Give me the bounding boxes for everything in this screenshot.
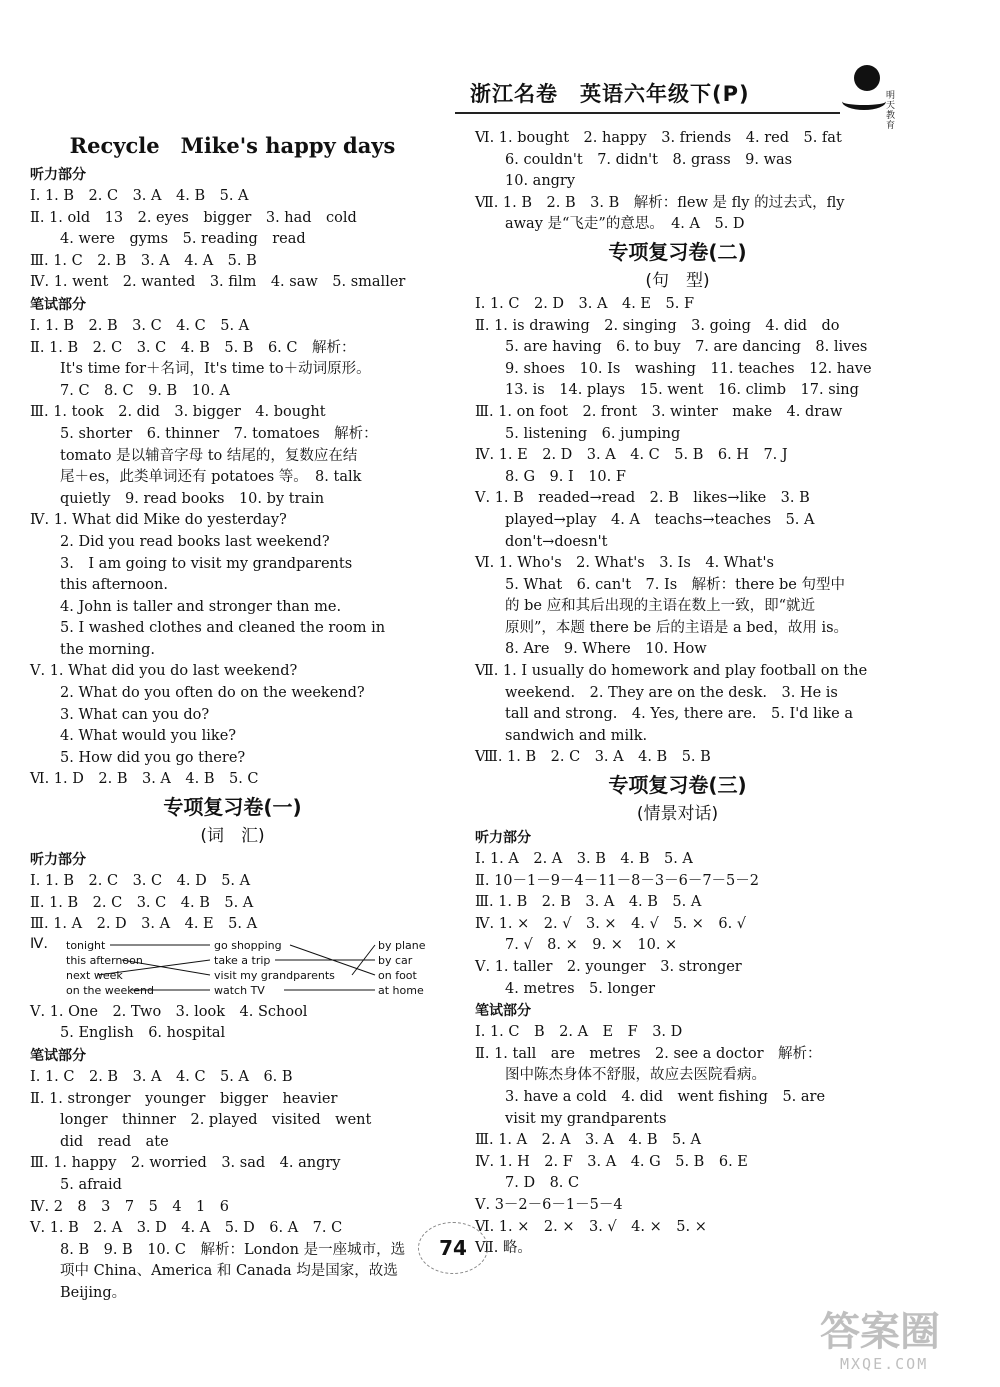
watermark-sub: MXQE.COM bbox=[840, 1355, 929, 1373]
answer-line: Beijing。 bbox=[60, 1284, 127, 1301]
section-title: 专项复习卷(一) bbox=[163, 795, 302, 820]
answer-line: 9. shoes 10. Is washing 11. teaches 12. have bbox=[505, 360, 872, 377]
section-title: 专项复习卷(三) bbox=[608, 773, 747, 798]
answer-line: visit my grandparents bbox=[505, 1110, 667, 1127]
match-item: on foot bbox=[378, 968, 417, 982]
matching-exercise bbox=[30, 936, 435, 1002]
matching-right-column bbox=[378, 938, 426, 998]
answer-line: Ⅰ. 1. A 2. A 3. B 4. B 5. A bbox=[475, 851, 693, 868]
answer-line: Ⅲ. 1. A 2. A 3. A 4. B 5. A bbox=[475, 1132, 701, 1149]
answer-line: quietly 9. read books 10. by train bbox=[60, 490, 325, 507]
answer-line: don't→doesn't bbox=[505, 533, 608, 550]
answer-line: 的 be 应和其后出现的主语在数上一致，即“就近 bbox=[505, 598, 815, 615]
match-item: by plane bbox=[378, 938, 426, 952]
answer-line: It's time for＋名词，It's time to＋动词原形。 bbox=[60, 361, 371, 378]
answer-line: away 是“飞走”的意思。 4. A 5. D bbox=[505, 216, 745, 233]
answer-line: Ⅳ. 1. went 2. wanted 3. film 4. saw 5. smaller bbox=[30, 274, 406, 291]
answer-line: Ⅴ. 1. B 2. A 3. D 4. A 5. D 6. A 7. C bbox=[30, 1220, 343, 1237]
section-title: 专项复习卷(二) bbox=[608, 239, 747, 264]
left-column bbox=[30, 128, 435, 1305]
answer-line: Ⅰ. 1. B 2. C 3. A 4. B 5. A bbox=[30, 188, 249, 204]
match-item: visit my grandparents bbox=[214, 968, 335, 982]
answer-line: Ⅲ. 1. C 2. B 3. A 4. A 5. B bbox=[30, 252, 257, 269]
answer-line: Ⅲ. 1. on foot 2. front 3. winter make 4. draw bbox=[475, 403, 843, 420]
answer-line: Ⅵ. 1. bought 2. happy 3. friends 4. red 5. fat bbox=[475, 130, 842, 146]
recycle-title: Recycle Mike's happy days bbox=[69, 133, 396, 158]
answer-line: Ⅳ. 1. E 2. D 3. A 4. C 5. B 6. H 7. J bbox=[475, 447, 788, 464]
part-label: 听力部分 bbox=[30, 167, 86, 183]
section-subtitle: (情景对话) bbox=[636, 804, 719, 825]
answer-line: tomato 是以辅音字母 to 结尾的，复数应在结 bbox=[60, 447, 358, 464]
answer-line: Ⅲ. 1. took 2. did 3. bigger 4. bought bbox=[30, 404, 326, 421]
section-subtitle: (词 汇) bbox=[200, 826, 265, 847]
answer-line: Ⅱ. 10－1－9－4－11－8－3－6－7－5－2 bbox=[475, 872, 760, 889]
answer-line: longer thinner 2. played visited went bbox=[60, 1112, 372, 1129]
part-label: 听力部分 bbox=[30, 852, 86, 869]
header-title: 浙江名卷 英语六年级下(P) bbox=[470, 82, 750, 106]
match-item: next week bbox=[66, 968, 123, 982]
answer-line: 3. What can you do? bbox=[60, 706, 210, 723]
match-item: at home bbox=[378, 983, 424, 997]
answer-line: Ⅴ. 1. One 2. Two 3. look 4. School bbox=[30, 1003, 308, 1020]
answer-line: Ⅱ. 1. stronger younger bigger heavier bbox=[30, 1090, 338, 1107]
answer-line: Ⅱ. 1. B 2. C 3. C 4. B 5. A bbox=[30, 894, 254, 911]
part-label: 听力部分 bbox=[475, 830, 531, 847]
answer-line: Ⅴ. 3－2－6－1－5－4 bbox=[475, 1196, 623, 1213]
part-label: 笔试部分 bbox=[30, 1048, 86, 1064]
answer-line: weekend. 2. They are on the desk. 3. He is bbox=[505, 684, 838, 701]
answer-line: Ⅰ. 1. C B 2. A E F 3. D bbox=[475, 1024, 683, 1041]
match-item: this afternoon bbox=[66, 953, 143, 967]
answer-line: 图中陈杰身体不舒服，故应去医院看病。 bbox=[505, 1067, 766, 1084]
answer-line: 5. I washed clothes and cleaned the room in bbox=[60, 620, 386, 637]
logo-dot-icon bbox=[854, 65, 880, 91]
answer-line: the morning. bbox=[60, 641, 155, 658]
answer-line: Ⅶ. 1. B 2. B 3. B 解析：flew 是 fly 的过去式，fly bbox=[475, 194, 845, 211]
answer-line: played→play 4. A teachs→teaches 5. A bbox=[505, 511, 815, 528]
answer-line: Ⅵ. 1. Who's 2. What's 3. Is 4. What's bbox=[475, 555, 774, 572]
answer-line: 5. shorter 6. thinner 7. tomatoes 解析： bbox=[60, 425, 378, 442]
answer-line: 4. metres 5. longer bbox=[505, 980, 655, 997]
answer-line: Ⅶ. 1. I usually do homework and play football on the bbox=[475, 663, 868, 680]
answer-line: 6. couldn't 7. didn't 8. grass 9. was bbox=[505, 151, 793, 168]
answer-line: Ⅱ. 1. old 13 2. eyes bigger 3. had cold bbox=[30, 209, 357, 226]
part-label: 笔试部分 bbox=[30, 296, 86, 313]
answer-line: Ⅶ. 略。 bbox=[475, 1240, 532, 1257]
matching-left-column bbox=[66, 938, 154, 998]
answer-line: 2. What do you often do on the weekend? bbox=[60, 685, 365, 702]
right-column bbox=[475, 128, 880, 1260]
match-item: on the weekend bbox=[66, 983, 154, 997]
answer-line: Ⅳ. 1. What did Mike do yesterday? bbox=[30, 512, 287, 529]
answer-line: did read ate bbox=[60, 1133, 169, 1150]
answer-line: 5. are having 6. to buy 7. are dancing 8. lives bbox=[505, 339, 868, 356]
answer-line: 5. English 6. hospital bbox=[60, 1025, 226, 1042]
logo-text: 明天教育 bbox=[886, 91, 896, 131]
publisher-logo bbox=[842, 65, 902, 131]
answer-line: 原则”，本题 there be 后的主语是 a bed，故用 is。 bbox=[505, 619, 849, 636]
answer-line: Ⅱ. 1. is drawing 2. singing 3. going 4. did do bbox=[475, 317, 840, 334]
answer-line: Ⅰ. 1. B 2. C 3. C 4. D 5. A bbox=[30, 873, 251, 890]
match-item: go shopping bbox=[214, 938, 282, 952]
match-item: by car bbox=[378, 953, 413, 967]
match-item: watch TV bbox=[214, 983, 265, 997]
logo-swoosh-icon bbox=[842, 93, 886, 110]
page-number: 74 bbox=[418, 1222, 488, 1274]
answer-line: Ⅴ. 1. taller 2. younger 3. stronger bbox=[475, 959, 742, 975]
answer-line: 3. I am going to visit my grandparents bbox=[60, 555, 353, 572]
watermark-main: 答案圈 bbox=[820, 1309, 940, 1355]
answer-line: 4. were gyms 5. reading read bbox=[60, 231, 306, 248]
recycle-listening-answers bbox=[30, 186, 435, 294]
answer-line: 8. G 9. I 10. F bbox=[505, 468, 626, 485]
part-label: 笔试部分 bbox=[475, 1003, 531, 1020]
answer-line: Ⅴ. 1. What did you do last weekend? bbox=[30, 663, 298, 680]
answer-line: Ⅲ. 1. happy 2. worried 3. sad 4. angry bbox=[30, 1155, 341, 1172]
answer-line: 5. afraid bbox=[60, 1176, 122, 1193]
answer-line: Ⅰ. 1. B 2. B 3. C 4. C 5. A bbox=[30, 317, 250, 334]
answer-line: Ⅵ. 1. × 2. × 3. √ 4. × 5. × bbox=[475, 1218, 707, 1235]
answer-line: 项中 China、America 和 Canada 均是国家，故选 bbox=[60, 1263, 398, 1280]
answer-line: 尾＋es，此类单词还有 potatoes 等。 8. talk bbox=[60, 469, 362, 486]
answer-line: 5. How did you go there? bbox=[60, 749, 246, 766]
answer-line: Ⅳ. 1. × 2. √ 3. × 4. √ 5. × 6. √ bbox=[475, 915, 747, 932]
answer-line: Ⅲ. 1. B 2. B 3. A 4. B 5. A bbox=[475, 894, 702, 911]
answer-line: 10. angry bbox=[505, 173, 576, 190]
answer-line: tall and strong. 4. Yes, there are. 5. I'd like a bbox=[505, 706, 853, 723]
answer-line: Ⅱ. 1. tall are metres 2. see a doctor 解析： bbox=[475, 1045, 822, 1062]
answer-line: 7. √ 8. × 9. × 10. × bbox=[505, 937, 678, 954]
answer-line: Ⅰ. 1. C 2. B 3. A 4. C 5. A 6. B bbox=[30, 1069, 293, 1085]
answer-line: Ⅱ. 1. B 2. C 3. C 4. B 5. B 6. C 解析： bbox=[30, 339, 356, 356]
answer-line: 8. B 9. B 10. C 解析：London 是一座城市，选 bbox=[60, 1241, 406, 1258]
answer-line: this afternoon. bbox=[60, 577, 168, 594]
answer-line: Ⅲ. 1. A 2. D 3. A 4. E 5. A bbox=[30, 916, 258, 933]
recycle-written-answers bbox=[30, 316, 435, 791]
section-subtitle: (句 型) bbox=[645, 270, 710, 291]
answer-line: 2. Did you read books last weekend? bbox=[60, 533, 330, 550]
answer-line: Ⅴ. 1. B readed→read 2. B likes→like 3. B bbox=[475, 490, 810, 507]
answer-line: 4. John is taller and stronger than me. bbox=[60, 598, 342, 615]
match-item: take a trip bbox=[214, 953, 271, 967]
answer-line: 8. Are 9. Where 10. How bbox=[505, 641, 707, 658]
answer-line: 5. listening 6. jumping bbox=[505, 425, 681, 442]
match-item: tonight bbox=[66, 938, 106, 952]
answer-line: Ⅰ. 1. C 2. D 3. A 4. E 5. F bbox=[475, 295, 695, 312]
answer-line: Ⅵ. 1. D 2. B 3. A 4. B 5. C bbox=[30, 771, 259, 788]
answer-line: 5. What 6. can't 7. Is 解析：there be 句型中 bbox=[505, 576, 845, 593]
answer-line: 13. is 14. plays 15. went 16. climb 17. sing bbox=[505, 382, 859, 399]
answer-line: 3. have a cold 4. did went fishing 5. are bbox=[505, 1088, 826, 1105]
answer-line: 4. What would you like? bbox=[60, 728, 237, 745]
header-rule bbox=[455, 112, 840, 114]
matching-number: Ⅳ. bbox=[30, 935, 48, 952]
watermark bbox=[820, 1300, 995, 1380]
answer-line: Ⅳ. 1. H 2. F 3. A 4. G 5. B 6. E bbox=[475, 1153, 748, 1170]
answer-line: 7. C 8. C 9. B 10. A bbox=[60, 382, 230, 399]
answer-line: sandwich and milk. bbox=[505, 727, 648, 744]
answer-line: Ⅷ. 1. B 2. C 3. A 4. B 5. B bbox=[475, 749, 711, 766]
matching-middle-column bbox=[214, 938, 335, 998]
answer-line: 7. D 8. C bbox=[505, 1175, 580, 1192]
answer-line: Ⅳ. 2 8 3 7 5 4 1 6 bbox=[30, 1198, 230, 1215]
